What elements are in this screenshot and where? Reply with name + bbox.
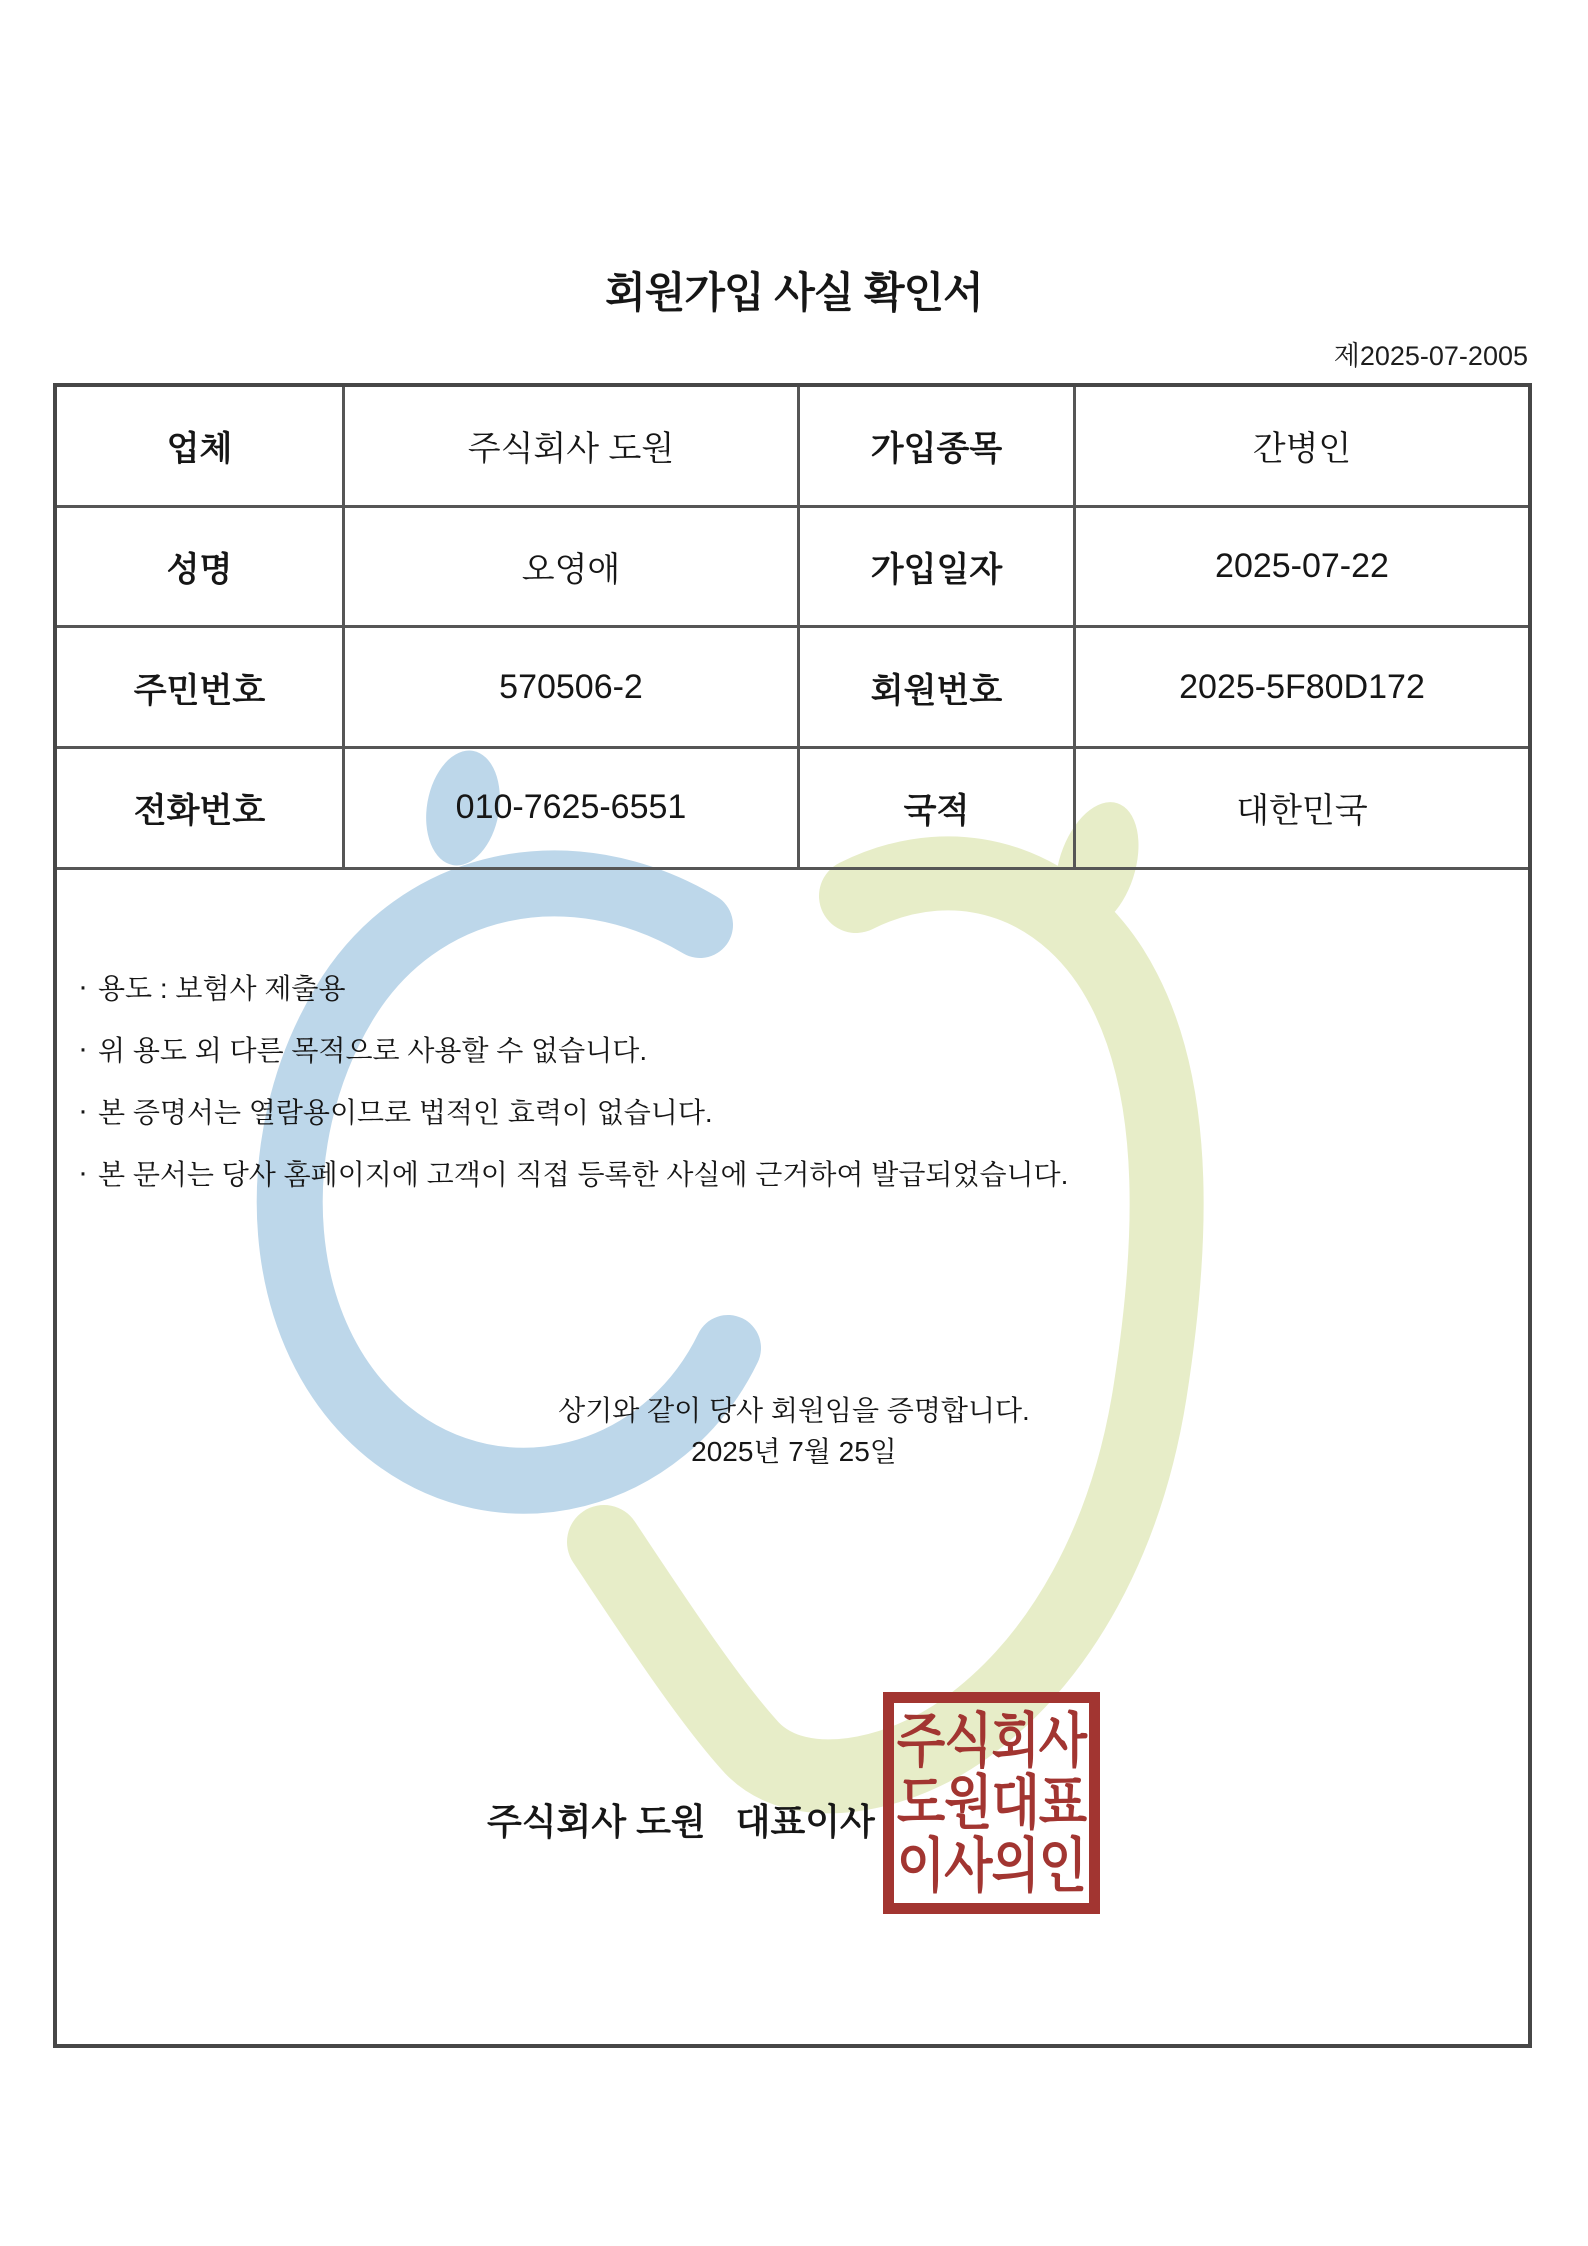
table-rows bbox=[57, 387, 1528, 870]
statement-line: 상기와 같이 당사 회원임을 증명합니다. bbox=[558, 1395, 1030, 1426]
membership-info-table bbox=[53, 383, 1532, 2048]
note-item bbox=[78, 1018, 1068, 1080]
field-label-join-date: 가입일자 bbox=[800, 508, 1076, 629]
document-title: 회원가입 사실 확인서 bbox=[605, 269, 983, 316]
note-item bbox=[78, 1080, 1068, 1142]
seal-text-line: 이사의인 bbox=[896, 1832, 1087, 1899]
field-label-category: 가입종목 bbox=[800, 387, 1076, 508]
field-value-name: 오영애 bbox=[345, 508, 800, 629]
bullet-icon: · bbox=[78, 1156, 88, 1189]
field-label-member-no: 회원번호 bbox=[800, 628, 1076, 749]
note-text: 본 증명서는 열람용이므로 법적인 효력이 없습니다. bbox=[98, 1097, 713, 1128]
field-value-category: 간병인 bbox=[1076, 387, 1528, 508]
note-item bbox=[78, 956, 1068, 1018]
field-label-phone: 전화번호 bbox=[57, 749, 345, 870]
note-item bbox=[78, 1142, 1068, 1204]
note-text: 위 용도 외 다른 목적으로 사용할 수 없습니다. bbox=[98, 1035, 648, 1066]
field-label-name: 성명 bbox=[57, 508, 345, 629]
seal-text-line: 도원대표 bbox=[896, 1769, 1087, 1837]
field-label-company: 업체 bbox=[57, 387, 345, 508]
field-value-company: 주식회사 도원 bbox=[345, 387, 800, 508]
seal-text-line: 주식회사 bbox=[896, 1707, 1087, 1774]
certification-statement bbox=[0, 1390, 1588, 1472]
bullet-icon: · bbox=[78, 970, 88, 1003]
field-value-nationality: 대한민국 bbox=[1076, 749, 1528, 870]
field-label-resident-no: 주민번호 bbox=[57, 628, 345, 749]
ceo-title: 대표이사 bbox=[735, 1801, 875, 1842]
note-text: 본 문서는 당사 홈페이지에 고객이 직접 등록한 사실에 근거하여 발급되었습니다. bbox=[98, 1159, 1069, 1190]
notes-section bbox=[78, 956, 1068, 1204]
company-name: 주식회사 도원 bbox=[487, 1801, 706, 1842]
bullet-icon: · bbox=[78, 1032, 88, 1065]
bullet-icon: · bbox=[78, 1094, 88, 1127]
field-value-phone: 010-7625-6551 bbox=[345, 749, 800, 870]
document-number: 제2025-07-2005 bbox=[1333, 341, 1528, 371]
field-value-resident-no: 570506-2 bbox=[345, 628, 800, 749]
field-label-nationality: 국적 bbox=[800, 749, 1076, 870]
corporate-seal-stamp bbox=[883, 1692, 1100, 1914]
signature-line bbox=[487, 1800, 875, 1844]
issue-date-line: 2025년 7월 25일 bbox=[691, 1436, 897, 1467]
field-value-member-no: 2025-5F80D172 bbox=[1076, 628, 1528, 749]
note-text: 용도 : 보험사 제출용 bbox=[98, 973, 346, 1004]
field-value-join-date: 2025-07-22 bbox=[1076, 508, 1528, 629]
